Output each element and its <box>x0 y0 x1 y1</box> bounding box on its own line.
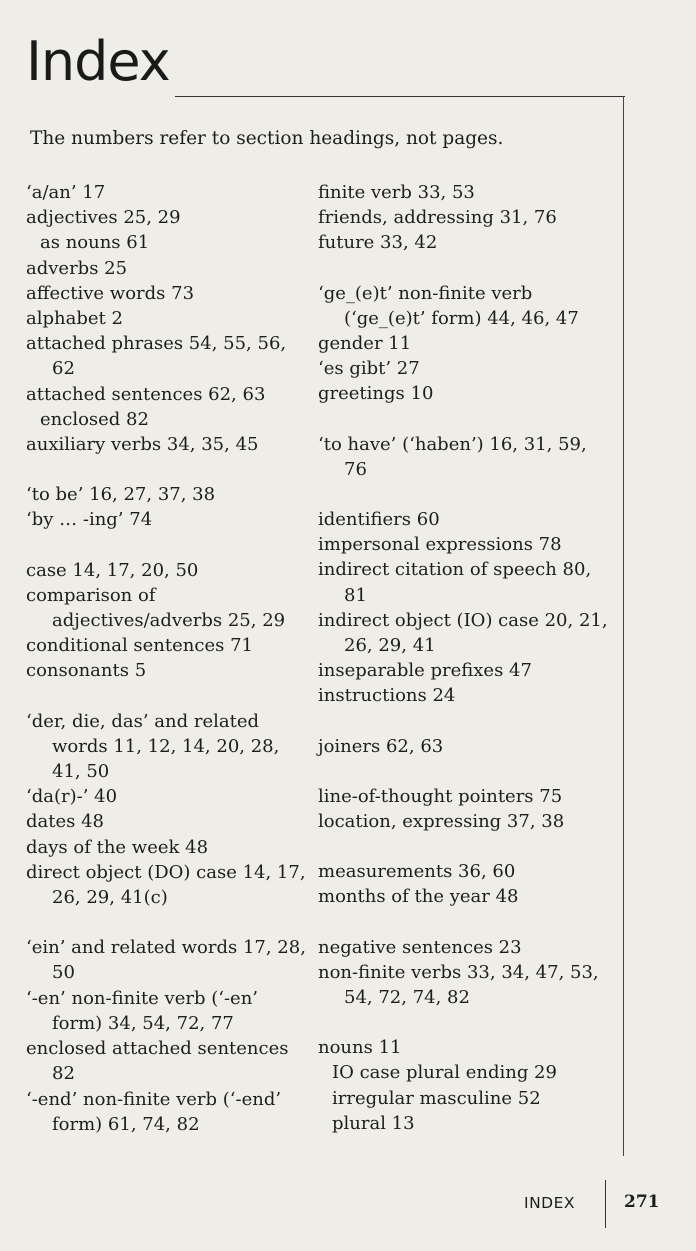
index-subentry: irregular masculine 52 <box>332 1087 541 1109</box>
index-entry: ‘ge_(e)t’ non-finite verb (‘ge_(e)t’ form) 44, 46, 47 <box>318 282 579 329</box>
index-subentry: as nouns 61 <box>40 232 150 254</box>
index-entry: dates 48 <box>26 811 105 833</box>
index-entry: ‘-end’ non-finite verb (‘-end’ form) 61, 74, 82 <box>26 1088 282 1135</box>
page-number: 271 <box>624 1192 660 1212</box>
index-entry: alphabet 2 <box>26 308 123 330</box>
index-entry: negative sentences 23 <box>318 936 522 958</box>
index-entry: finite verb 33, 53 <box>318 182 475 203</box>
entry-spacer <box>318 910 613 935</box>
entry-spacer <box>318 709 613 734</box>
index-entry: nouns 11 <box>318 1037 402 1059</box>
index-entry: instructions 24 <box>318 685 456 707</box>
index-entry: non-finite verbs 33, 34, 47, 53, 54, 72, 74, 82 <box>318 961 599 1009</box>
entry-spacer <box>318 1010 613 1035</box>
index-entry: affective words 73 <box>26 282 195 304</box>
entry-spacer <box>26 910 311 935</box>
index-subentry: IO case plural ending 29 <box>332 1062 557 1084</box>
index-entry: days of the week 48 <box>26 836 209 858</box>
index-entry: adverbs 25 <box>26 257 128 279</box>
index-entry: conditional sentences 71 <box>26 635 253 657</box>
entry-spacer <box>318 759 613 784</box>
index-entry: line-of-thought pointers 75 <box>318 785 563 807</box>
entry-spacer <box>26 457 311 482</box>
index-subentry: plural 13 <box>332 1112 415 1134</box>
index-entry: ‘der, die, das’ and related words 11, 12, 14, 20, 28, 41, 50 <box>26 710 280 783</box>
index-entry: attached phrases 54, 55, 56, 62 <box>26 333 287 380</box>
index-entry: gender 11 <box>318 333 412 355</box>
page-edge-rule <box>623 96 624 1156</box>
index-entry: ‘a/an’ 17 <box>26 182 106 203</box>
index-entry: consonants 5 <box>26 660 147 682</box>
index-entry: joiners 62, 63 <box>318 735 444 757</box>
index-entry: direct object (DO) case 14, 17, 26, 29, 41(c) <box>26 861 306 909</box>
title-rule <box>175 96 625 97</box>
index-entry: greetings 10 <box>318 383 434 405</box>
entry-spacer <box>318 482 613 507</box>
index-entry: friends, addressing 31, 76 <box>318 207 557 229</box>
entry-spacer <box>318 407 613 432</box>
index-entry: ‘es gibt’ 27 <box>318 358 420 380</box>
index-entry: ‘da(r)-’ 40 <box>26 786 118 808</box>
index-column-right <box>318 180 613 1136</box>
index-subentry: enclosed 82 <box>40 408 149 430</box>
index-entry: measurements 36, 60 <box>318 861 516 883</box>
running-footer: INDEX <box>524 1194 576 1212</box>
index-entry: location, expressing 37, 38 <box>318 811 565 833</box>
index-entry: auxiliary verbs 34, 35, 45 <box>26 434 259 456</box>
entry-spacer <box>318 256 613 281</box>
index-entry: impersonal expressions 78 <box>318 534 562 556</box>
index-entry: ‘to have’ (‘haben’) 16, 31, 59, 76 <box>318 433 587 480</box>
index-entry: identifiers 60 <box>318 509 440 531</box>
index-note: The numbers refer to section headings, not pages. <box>30 128 504 149</box>
index-entry: enclosed attached sentences 82 <box>26 1038 289 1085</box>
entry-spacer <box>26 533 311 558</box>
index-entry: ‘by … -ing’ 74 <box>26 509 153 531</box>
index-entry: future 33, 42 <box>318 232 438 254</box>
index-entry: months of the year 48 <box>318 886 519 908</box>
index-column-left <box>26 180 311 1137</box>
index-entry: attached sentences 62, 63 <box>26 383 266 405</box>
index-entry: ‘to be’ 16, 27, 37, 38 <box>26 484 216 506</box>
index-entry: case 14, 17, 20, 50 <box>26 559 199 581</box>
index-entry: comparison of adjectives/adverbs 25, 29 <box>26 584 286 632</box>
index-entry: ‘-en’ non-finite verb (‘-en’ form) 34, 54, 72, 77 <box>26 987 259 1034</box>
page-title: Index <box>26 30 170 93</box>
index-entry: adjectives 25, 29 <box>26 207 181 229</box>
entry-spacer <box>26 684 311 709</box>
index-entry: ‘ein’ and related words 17, 28, 50 <box>26 937 306 984</box>
index-entry: indirect object (IO) case 20, 21, 26, 29, 41 <box>318 609 608 657</box>
footer-divider <box>605 1180 606 1228</box>
index-entry: indirect citation of speech 80, 81 <box>318 559 592 606</box>
index-entry: inseparable prefixes 47 <box>318 660 532 682</box>
entry-spacer <box>318 834 613 859</box>
